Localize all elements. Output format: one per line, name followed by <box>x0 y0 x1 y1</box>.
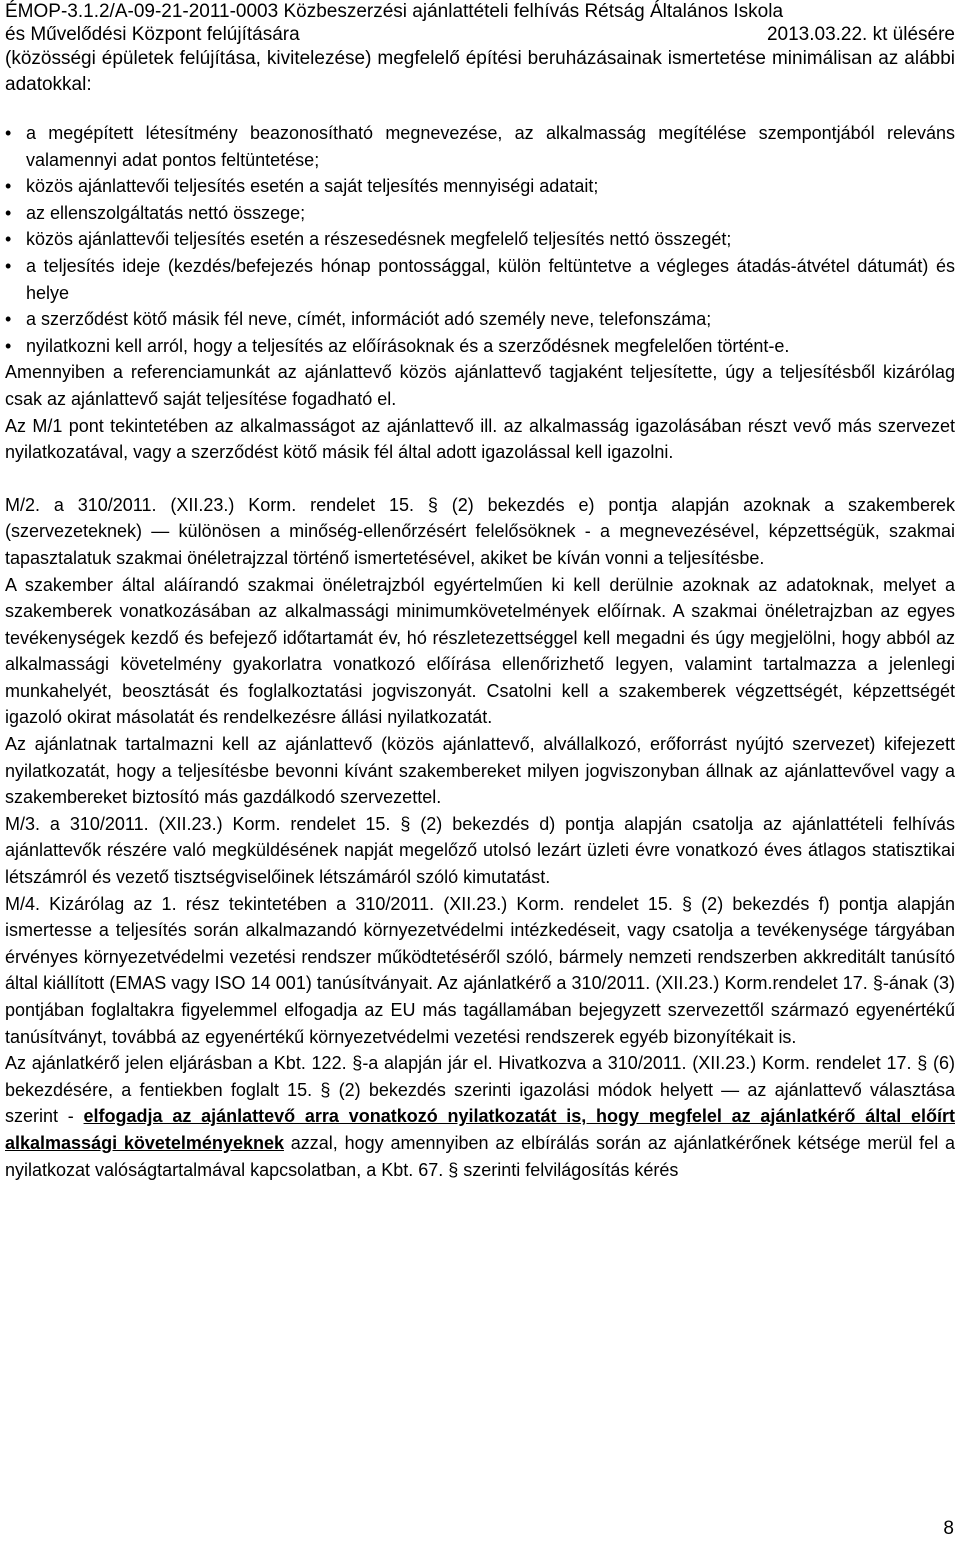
page-number: 8 <box>943 1518 954 1539</box>
cv-paragraph: A szakember által aláírandó szakmai önéletrajzból egyértelműen ki kell derülnie azoknak az adatoknak, melyet a szakemberek vonatkozásában az alkalmassági minimumkövetelmények előírnak. A szakmai önéletrajzban az egyes tevékenységek kezdő és befejező időtartamát év, hó részletezettséggel kell megadni és úgy megjelölni, hogy abból az alkalmassági követelmény gyakorlatra vonatkozó előírása ellenőrizhető legyen, valamint tartalmazza a jelenlegi munkahelyét, beosztását és foglalkoztatási jogviszonyát. Csatolni kell a szakemberek végzettségét, képzettségét igazoló okirat másolatát és rendelkezésre állási nyilatkozatát. <box>5 574 955 728</box>
list-item: • nyilatkozni kell arról, hogy a teljesítés az előírásoknak és a szerződésnek megfelelően történt-e. <box>5 333 955 360</box>
document-header <box>5 0 955 46</box>
kbt-emphasis: elfogadja az ajánlattevő arra vonatkozó nyilatkozatát is, hogy megfelel az ajánlatkérő által előírt alkalmassági követelményeknek <box>5 1106 955 1153</box>
list-item: • a teljesítés ideje (kezdés/befejezés hónap pontossággal, külön feltüntetve a végleges átadás-átvétel dátumát) és helye <box>5 253 955 306</box>
list-item: • az ellenszolgáltatás nettó összege; <box>5 200 955 227</box>
intro-paragraph: (közösségi épületek felújítása, kivitelezése) megfelelő építési beruházásainak ismertetése minimálisan az alábbi adatokkal: <box>5 48 955 95</box>
kbt-text-start: Az ajánlatkérő jelen eljárásban a Kbt. 122. §-a alapján jár el. Hivatkozva a 310/2011. (XII.23.) Korm. rendelet 17. § (6) bekezdésére, a fentiekben foglalt 15. § (2) bekezdés szerinti igazolási módok helyett — az ajánlattevő választása szerint - <box>5 1053 955 1127</box>
kbt-text-end: azzal, hogy amennyiben az elbírálás során az ajánlatkérőnek kétsége merül fel a nyilatkozat valóságtartalmával kapcsolatban, a Kbt. 67. § szerinti felvilágosítás kérés <box>5 1132 956 1180</box>
header-line-2 <box>5 23 955 46</box>
header-location: és Művelődési Központ felújítására <box>5 24 300 45</box>
declaration-paragraph: Az ajánlatnak tartalmazni kell az ajánlattevő (közös ajánlattevő, alvállalkozó, erőforrást nyújtó szervezet) kifejezett nyilatkozatát, hogy a teljesítésbe bevonni kívánt szakembereket milyen jogviszonyban állnak az ajánlattevővel vagy a szakembereket biztosító más gazdálkodó szervezettel. <box>5 734 955 808</box>
m4-paragraph: M/4. Kizárólag az 1. rész tekintetében a 310/2011. (XII.23.) Korm. rendelet 15. § (2) bekezdés f) pontja alapján ismertesse a teljesítés során alkalmazandó környezetvédelmi intézkedéseit, vagy csatolja a tevékenysége tárgyában érvényes környezetvédelmi vezetési rendszer működtetéséről szóló, bármely nemzeti rendszerben akkreditált tanúsító által kiállított (EMAS vagy ISO 14 001) tanúsítványait. Az ajánlatkérő a 310/2011. (XII.23.) Korm.rendelet 17. §-ának (3) pontjában foglaltakra figyelemmel elfogadja az EU más tagállamában bejegyzett szervezettől származó egyenértékű tanúsítványt, továbbá az egyenértékű környezetvédelmi vezetési rendszerek egyéb bizonyítékait is. <box>5 893 955 1047</box>
list-item: • a megépített létesítmény beazonosítható megnevezése, az alkalmasság megítélése szempontjából releváns valamennyi adat pontos feltüntetése; <box>5 120 955 173</box>
kbt-paragraph <box>5 1050 955 1183</box>
list-item: • közös ajánlattevői teljesítés esetén a részesedésnek megfelelő teljesítés nettó összegét; <box>5 226 955 253</box>
m3-paragraph: M/3. a 310/2011. (XII.23.) Korm. rendelet 15. § (2) bekezdés d) pontja alapján csatolja az ajánlattételi felhívás ajánlattevők részére való megküldésének napját megelőző utolsó lezárt üzleti évre vonatkozó éves átlagos statisztikai létszámról és vezető tisztségviselőinek létszámáról szóló kimutatást. <box>5 813 955 888</box>
header-line-1: ÉMOP-3.1.2/A-09-21-2011-0003 Közbeszerzési ajánlattételi felhívás Rétság Általános Iskola <box>5 1 784 22</box>
list-item: • a szerződést kötő másik fél neve, címét, információt adó személy neve, telefonszáma; <box>5 306 955 333</box>
list-item: • közös ajánlattevői teljesítés esetén a saját teljesítés mennyiségi adatait; <box>5 173 955 200</box>
document-page <box>5 0 955 1183</box>
m1-proof-paragraph: Az M/1 pont tekintetében az alkalmasságot az ajánlattevő ill. az alkalmasság igazolásában részt vevő más szervezet nyilatkozatával, vagy a szerződést kötő másik fél által adott igazolással kell igazolni. <box>5 415 955 463</box>
requirements-list <box>5 120 955 359</box>
reference-paragraph: Amennyiben a referenciamunkát az ajánlattevő közös ajánlattevő tagjaként teljesítette, úgy a teljesítésből kizárólag csak az ajánlattevő saját teljesítése fogadható el. <box>5 362 955 409</box>
header-meeting-date: 2013.03.22. kt ülésére <box>766 24 955 45</box>
m2-paragraph: M/2. a 310/2011. (XII.23.) Korm. rendelet 15. § (2) bekezdés e) pontja alapján azoknak a szakemberek (szervezeteknek) — különösen a minőség-ellenőrzésért felelősöknek - a megnevezésével, képzettségük, szakmai tapasztalatuk szakmai önéletrajzzal történő ismertetésével, akiket be kíván vonni a teljesítésbe. <box>5 494 955 568</box>
